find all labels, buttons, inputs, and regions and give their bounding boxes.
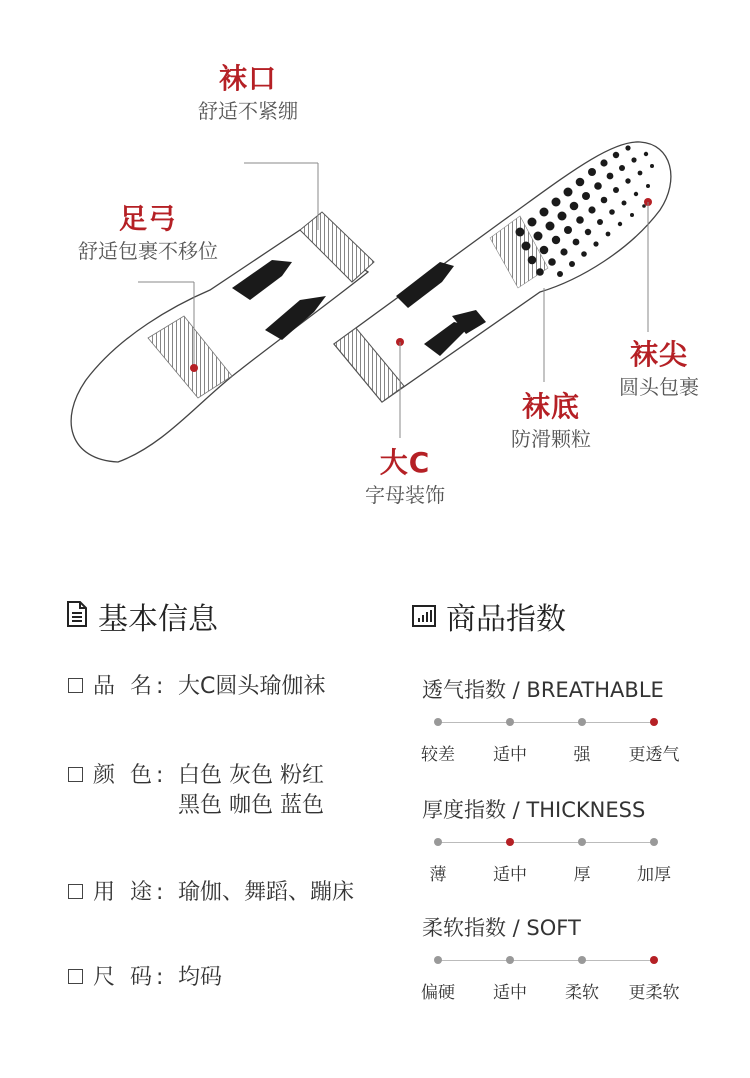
scale-label: 更透气 (628, 745, 680, 765)
scale-dot (578, 838, 586, 846)
scale-label: 适中 (492, 983, 527, 1003)
info-value: 大C圆头瑜伽袜 (178, 674, 326, 699)
info-row-size (68, 963, 223, 993)
info-value-line2: 黑色 咖色 蓝色 (178, 793, 324, 818)
scale-line (438, 722, 654, 723)
arch-marker-dot (190, 364, 198, 372)
product-index-title-text: 商品指数 (446, 602, 566, 637)
callout-sole-title: 袜底 (521, 390, 580, 423)
checkbox-icon (68, 678, 83, 693)
scale-label: 较差 (421, 745, 455, 765)
callout-toe-sub: 圆头包裹 (619, 375, 699, 399)
info-row-usage (68, 878, 355, 908)
scale-dot (434, 956, 442, 964)
index-scale (438, 838, 654, 848)
scale-dot (578, 718, 586, 726)
basic-info-title (66, 602, 218, 639)
scale-label: 薄 (429, 865, 447, 885)
scale-dot-selected (650, 718, 658, 726)
info-label: 颜 色: (93, 763, 168, 788)
scale-dot-selected (650, 956, 658, 964)
index-title: 透气指数 / BREATHABLE (422, 678, 664, 702)
callout-cuff-title: 袜口 (218, 62, 277, 95)
bar-chart-icon (412, 600, 436, 636)
info-label: 品 名: (93, 674, 168, 699)
checkbox-icon (68, 884, 83, 899)
callout-logo (352, 446, 458, 508)
callout-cuff-sub: 舒适不紧绷 (198, 99, 298, 123)
callout-arch (62, 202, 234, 264)
scale-label: 柔软 (564, 983, 599, 1003)
callout-arch-title: 足弓 (118, 202, 177, 235)
callout-sole (498, 390, 604, 452)
callout-toe (606, 338, 712, 400)
basic-info-title-text: 基本信息 (98, 602, 218, 637)
scale-dot (506, 718, 514, 726)
scale-dot (434, 718, 442, 726)
callout-arch-sub: 舒适包裹不移位 (78, 239, 218, 263)
info-label: 用 途: (93, 880, 168, 905)
scale-dot (578, 956, 586, 964)
callout-logo-sub: 字母装饰 (365, 483, 445, 507)
checkbox-icon (68, 767, 83, 782)
callout-toe-title: 袜尖 (629, 338, 688, 371)
scale-dot-selected (506, 838, 514, 846)
scale-line (438, 842, 654, 843)
checkbox-icon (68, 969, 83, 984)
info-row-name (68, 672, 326, 702)
index-title: 柔软指数 / SOFT (422, 916, 581, 940)
scale-line (438, 960, 654, 961)
index-scale (438, 956, 654, 966)
scale-label: 适中 (492, 865, 527, 885)
scale-label: 厚 (573, 865, 591, 885)
callout-logo-title: 大C (379, 446, 431, 479)
callout-cuff (186, 62, 310, 124)
scale-label: 强 (573, 745, 591, 765)
info-value: 瑜伽、舞蹈、蹦床 (178, 880, 355, 905)
info-row-color (68, 761, 324, 818)
document-icon (66, 600, 88, 636)
scale-label: 适中 (492, 745, 527, 765)
scale-label: 加厚 (637, 865, 671, 885)
scale-dot (506, 956, 514, 964)
scale-dot (650, 838, 658, 846)
info-value: 均码 (178, 965, 223, 990)
scale-label: 偏硬 (421, 983, 455, 1003)
index-title: 厚度指数 / THICKNESS (422, 798, 646, 822)
product-index-title (412, 602, 566, 639)
callout-sole-sub: 防滑颗粒 (511, 427, 591, 451)
info-label: 尺 码: (93, 965, 168, 990)
scale-label: 更柔软 (628, 983, 680, 1003)
scale-dot (434, 838, 442, 846)
info-value: 白色 灰色 粉红 (178, 763, 324, 788)
index-scale (438, 718, 654, 728)
